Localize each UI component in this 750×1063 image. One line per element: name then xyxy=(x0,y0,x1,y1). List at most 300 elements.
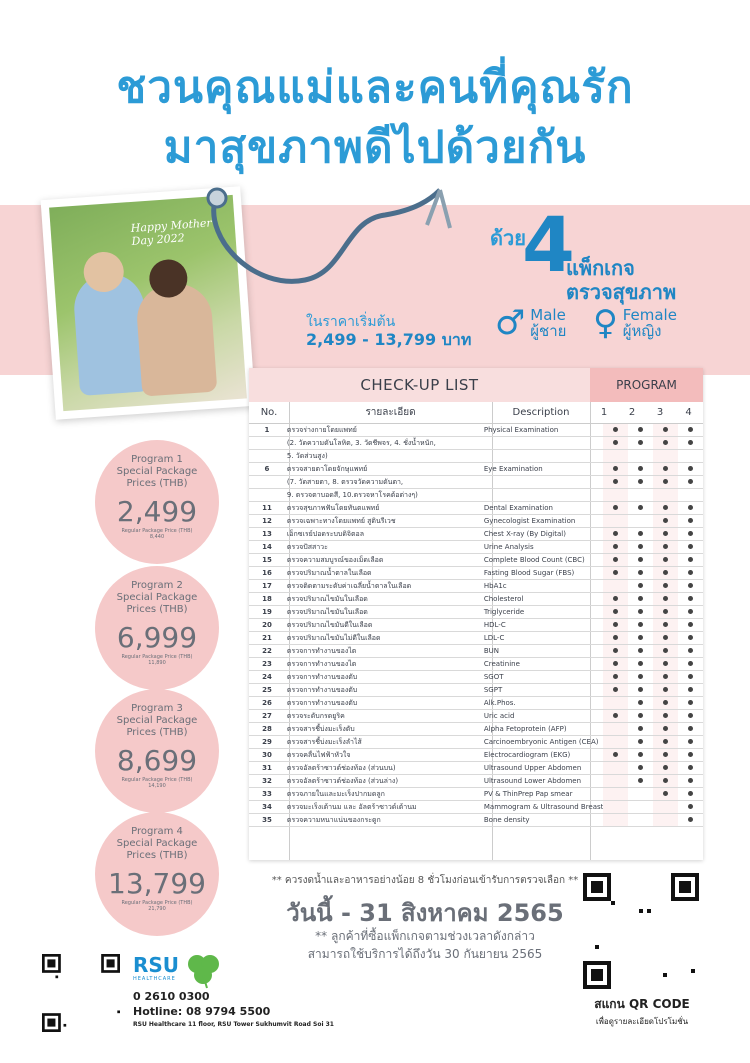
program-prices-label: Prices (THB) xyxy=(126,478,188,489)
program-2-cell xyxy=(628,632,653,645)
program-3-cell xyxy=(653,515,678,528)
program-4-cell xyxy=(678,645,703,658)
row-number: 11 xyxy=(249,502,285,515)
row-desc: Ultrasound Lower Abdomen xyxy=(481,775,604,788)
included-dot-icon xyxy=(638,609,643,614)
included-dot-icon xyxy=(638,427,643,432)
program-2-cell xyxy=(628,554,653,567)
included-dot-icon xyxy=(613,635,618,640)
program-4-cell xyxy=(678,463,703,476)
program-2-cell xyxy=(628,502,653,515)
qr-code-small-icon[interactable] xyxy=(42,954,120,1032)
program-1-cell xyxy=(603,671,628,684)
male-label xyxy=(495,303,567,343)
row-thai: ตรวจสายตาโดยจักษุแพทย์ xyxy=(285,463,481,476)
program-3-cell xyxy=(653,437,678,450)
table-row xyxy=(249,684,703,697)
included-dot-icon xyxy=(688,817,693,822)
row-desc: Uric acid xyxy=(481,710,604,723)
program-4-cell xyxy=(678,554,703,567)
row-thai: 9. ตรวจตาบอดสี, 10.ตรวจหาโรคต้อต่างๆ) xyxy=(285,489,481,502)
program-4-cell xyxy=(678,710,703,723)
row-desc: BUN xyxy=(481,645,604,658)
included-dot-icon xyxy=(663,726,668,731)
row-thai: ตรวจการทำงานของตับ xyxy=(285,697,481,710)
regular-price-label: Regular Package Price (THB) xyxy=(121,654,193,660)
program-2-cell xyxy=(628,606,653,619)
included-dot-icon xyxy=(638,778,643,783)
included-dot-icon xyxy=(638,466,643,471)
program-4-price-circle xyxy=(95,812,219,936)
included-dot-icon xyxy=(638,479,643,484)
included-dot-icon xyxy=(613,661,618,666)
included-dot-icon xyxy=(688,518,693,523)
program-4-cell xyxy=(678,606,703,619)
row-desc: Urine Analysis xyxy=(481,541,604,554)
row-number xyxy=(249,437,285,450)
program-2-cell xyxy=(628,528,653,541)
table-row xyxy=(249,606,703,619)
program-1-cell xyxy=(603,450,628,463)
included-dot-icon xyxy=(638,596,643,601)
program-2-cell xyxy=(628,697,653,710)
program-1-cell xyxy=(603,814,628,827)
row-thai: ตรวจอัลตร้าซาวด์ช่องท้อง (ส่วนบน) xyxy=(285,762,481,775)
row-thai: ตรวจความสมบูรณ์ของเม็ดเลือด xyxy=(285,554,481,567)
program-4-cell xyxy=(678,684,703,697)
program-4-cell xyxy=(678,749,703,762)
regular-price-label: Regular Package Price (THB) xyxy=(121,900,193,906)
included-dot-icon xyxy=(663,479,668,484)
included-dot-icon xyxy=(688,752,693,757)
row-desc: Carcinoembryonic Antigen (CEA) xyxy=(481,736,604,749)
included-dot-icon xyxy=(613,609,618,614)
col-th: รายละเอียด xyxy=(365,407,416,418)
row-desc: SGOT xyxy=(481,671,604,684)
row-thai: ตรวจปริมาณไขมันในเลือด xyxy=(285,593,481,606)
headline-line1: ชวนคุณแม่และคนที่คุณรัก xyxy=(116,62,634,113)
included-dot-icon xyxy=(663,518,668,523)
included-dot-icon xyxy=(638,674,643,679)
packages-count: 4 xyxy=(522,200,575,289)
table-row xyxy=(249,450,703,463)
program-4-cell xyxy=(678,632,703,645)
included-dot-icon xyxy=(638,544,643,549)
program-1-cell xyxy=(603,502,628,515)
table-row xyxy=(249,502,703,515)
row-desc: PV & ThinPrep Pap smear xyxy=(481,788,604,801)
program-special: Special Package xyxy=(116,592,198,603)
row-thai: ตรวจสุขภาพฟันโดยทันตแพทย์ xyxy=(285,502,481,515)
program-1-cell xyxy=(603,788,628,801)
row-number: 24 xyxy=(249,671,285,684)
program-2-cell xyxy=(628,671,653,684)
included-dot-icon xyxy=(663,427,668,432)
program-1-cell xyxy=(603,567,628,580)
row-number: 22 xyxy=(249,645,285,658)
row-thai: ตรวจมะเร็งเต้านม และ อัลตร้าซาวด์เต้านม xyxy=(285,801,481,814)
row-number xyxy=(249,476,285,489)
included-dot-icon xyxy=(688,765,693,770)
row-desc: HbA1c xyxy=(481,580,604,593)
program-1-cell xyxy=(603,580,628,593)
row-number: 21 xyxy=(249,632,285,645)
program-1-cell xyxy=(603,463,628,476)
included-dot-icon xyxy=(638,661,643,666)
row-desc: Mammogram & Ultrasound Breast xyxy=(481,801,604,814)
price-range: 2,499 - 13,799 บาท xyxy=(306,330,472,349)
row-thai: ตรวจปริมาณไขมันดีในเลือด xyxy=(285,619,481,632)
table-row xyxy=(249,489,703,502)
row-number: 33 xyxy=(249,788,285,801)
included-dot-icon xyxy=(688,778,693,783)
program-3-cell xyxy=(653,736,678,749)
included-dot-icon xyxy=(663,674,668,679)
included-dot-icon xyxy=(688,427,693,432)
program-2-cell xyxy=(628,437,653,450)
program-1-cell xyxy=(603,489,628,502)
program-4-cell xyxy=(678,775,703,788)
table-row xyxy=(249,476,703,489)
included-dot-icon xyxy=(613,648,618,653)
program-3-cell xyxy=(653,697,678,710)
row-thai: ตรวจความหนาแน่นของกระดูก xyxy=(285,814,481,827)
row-number: 26 xyxy=(249,697,285,710)
program-2-cell xyxy=(628,749,653,762)
row-desc: Creatinine xyxy=(481,658,604,671)
included-dot-icon xyxy=(638,635,643,640)
regular-price: 8,440 xyxy=(149,534,165,540)
table-row xyxy=(249,541,703,554)
table-row xyxy=(249,736,703,749)
program-4-cell xyxy=(678,697,703,710)
female-en: Female xyxy=(622,306,677,324)
row-desc: Dental Examination xyxy=(481,502,604,515)
row-desc xyxy=(481,437,604,450)
included-dot-icon xyxy=(663,700,668,705)
row-number: 19 xyxy=(249,606,285,619)
price-from-label: ในราคาเริ่มต้น xyxy=(306,314,396,330)
female-label xyxy=(593,303,677,343)
program-3-cell xyxy=(653,710,678,723)
table-row xyxy=(249,697,703,710)
included-dot-icon xyxy=(688,505,693,510)
program-3-cell xyxy=(653,541,678,554)
program-name: Program 3 xyxy=(131,703,183,714)
row-desc: Ultrasound Upper Abdomen xyxy=(481,762,604,775)
included-dot-icon xyxy=(688,544,693,549)
row-number: 14 xyxy=(249,541,285,554)
row-thai: ตรวจระดับกรดยูริค xyxy=(285,710,481,723)
included-dot-icon xyxy=(688,661,693,666)
program-1-cell xyxy=(603,541,628,554)
program-3-cell xyxy=(653,554,678,567)
included-dot-icon xyxy=(638,531,643,536)
program-3-cell xyxy=(653,762,678,775)
table-row xyxy=(249,619,703,632)
program-name: Program 4 xyxy=(131,826,183,837)
program-4-cell xyxy=(678,762,703,775)
table-row xyxy=(249,762,703,775)
table-row xyxy=(249,515,703,528)
rsu-logo-text: RSU xyxy=(133,953,180,977)
row-desc xyxy=(481,450,604,463)
row-number: 29 xyxy=(249,736,285,749)
program-3-cell xyxy=(653,632,678,645)
col-p2: 2 xyxy=(628,407,636,418)
program-3-cell xyxy=(653,775,678,788)
table-row xyxy=(249,463,703,476)
included-dot-icon xyxy=(638,505,643,510)
program-1-cell xyxy=(603,710,628,723)
program-3-cell xyxy=(653,788,678,801)
program-3-cell xyxy=(653,749,678,762)
included-dot-icon xyxy=(663,635,668,640)
included-dot-icon xyxy=(688,713,693,718)
row-thai: ตรวจการทำงานของตับ xyxy=(285,684,481,697)
program-3-cell xyxy=(653,658,678,671)
table-row xyxy=(249,580,703,593)
included-dot-icon xyxy=(663,505,668,510)
included-dot-icon xyxy=(688,687,693,692)
included-dot-icon xyxy=(613,570,618,575)
program-2-cell xyxy=(628,658,653,671)
scan-qr-label: สแกน QR CODE xyxy=(594,997,690,1011)
row-thai: ตรวจสารชี้บ่งมะเร็งลำไส้ xyxy=(285,736,481,749)
included-dot-icon xyxy=(613,427,618,432)
row-thai: เอ็กซเรย์ปอดระบบดิจิตอล xyxy=(285,528,481,541)
included-dot-icon xyxy=(663,557,668,562)
regular-price-label: Regular Package Price (THB) xyxy=(121,777,193,783)
program-3-cell xyxy=(653,606,678,619)
program-2-cell xyxy=(628,580,653,593)
rsu-logo-sub: HEALTHCARE xyxy=(133,976,176,982)
program-1-cell xyxy=(603,528,628,541)
program-4-cell xyxy=(678,528,703,541)
row-thai: ตรวจอัลตร้าซาวด์ช่องท้อง (ส่วนล่าง) xyxy=(285,775,481,788)
program-4-cell xyxy=(678,580,703,593)
female-th: ผู้หญิง xyxy=(622,322,662,340)
program-2-cell xyxy=(628,762,653,775)
program-3-cell xyxy=(653,684,678,697)
program-2-price-circle xyxy=(95,566,219,690)
row-number: 34 xyxy=(249,801,285,814)
program-4-cell xyxy=(678,450,703,463)
program-1-cell xyxy=(603,515,628,528)
program-2-cell xyxy=(628,645,653,658)
program-1-cell xyxy=(603,736,628,749)
row-number: 23 xyxy=(249,658,285,671)
row-number: 31 xyxy=(249,762,285,775)
table-row xyxy=(249,437,703,450)
col-p4: 4 xyxy=(685,407,692,418)
program-3-price-circle xyxy=(95,689,219,813)
program-4-cell xyxy=(678,593,703,606)
regular-price: 14,190 xyxy=(148,783,166,789)
program-4-cell xyxy=(678,619,703,632)
headline-line2: มาสุขภาพดีไปด้วยกัน xyxy=(163,122,587,173)
program-4-cell xyxy=(678,476,703,489)
program-4-cell xyxy=(678,736,703,749)
row-thai: ตรวจสารชี้บ่งมะเร็งตับ xyxy=(285,723,481,736)
male-th: ผู้ชาย xyxy=(530,322,567,340)
included-dot-icon xyxy=(688,479,693,484)
program-price: 2,499 xyxy=(116,495,198,528)
row-thai: ตรวจติดตามระดับค่าเฉลี่ยน้ำตาลในเลือด xyxy=(285,580,481,593)
included-dot-icon xyxy=(613,505,618,510)
program-3-cell xyxy=(653,489,678,502)
program-2-cell xyxy=(628,788,653,801)
program-prices-label: Prices (THB) xyxy=(126,727,188,738)
row-thai: ตรวจปริมาณไขมันในเลือด xyxy=(285,606,481,619)
packages-line2: ตรวจสุขภาพ xyxy=(566,280,677,304)
included-dot-icon xyxy=(688,804,693,809)
table-row xyxy=(249,528,703,541)
female-icon: ♀ xyxy=(593,303,618,343)
program-4-cell xyxy=(678,567,703,580)
included-dot-icon xyxy=(613,531,618,536)
included-dot-icon xyxy=(663,661,668,666)
row-desc: Chest X-ray (By Digital) xyxy=(481,528,604,541)
program-2-cell xyxy=(628,736,653,749)
row-desc: SGPT xyxy=(481,684,604,697)
program-2-cell xyxy=(628,450,653,463)
table-row xyxy=(249,632,703,645)
program-3-cell xyxy=(653,463,678,476)
row-thai: ตรวจการทำงานของไต xyxy=(285,645,481,658)
included-dot-icon xyxy=(663,713,668,718)
included-dot-icon xyxy=(613,622,618,627)
program-2-cell xyxy=(628,723,653,736)
program-1-cell xyxy=(603,437,628,450)
program-3-cell xyxy=(653,801,678,814)
table-row xyxy=(249,723,703,736)
program-prices-label: Prices (THB) xyxy=(126,850,188,861)
row-number: 25 xyxy=(249,684,285,697)
row-desc: Fasting Blood Sugar (FBS) xyxy=(481,567,604,580)
program-1-price-circle xyxy=(95,440,219,564)
program-price: 6,999 xyxy=(116,621,198,654)
row-desc: Gynecologist Examination xyxy=(481,515,604,528)
included-dot-icon xyxy=(663,570,668,575)
row-number: 20 xyxy=(249,619,285,632)
row-number: 27 xyxy=(249,710,285,723)
included-dot-icon xyxy=(613,440,618,445)
included-dot-icon xyxy=(638,622,643,627)
qr-code-icon[interactable] xyxy=(583,873,699,989)
included-dot-icon xyxy=(688,557,693,562)
program-3-cell xyxy=(653,723,678,736)
program-1-cell xyxy=(603,476,628,489)
program-2-cell xyxy=(628,541,653,554)
program-special: Special Package xyxy=(116,715,198,726)
included-dot-icon xyxy=(688,466,693,471)
included-dot-icon xyxy=(688,635,693,640)
row-thai: (7. วัดสายตา, 8. ตรวจวัดความดันตา, xyxy=(285,476,481,489)
program-2-cell xyxy=(628,463,653,476)
row-number: 15 xyxy=(249,554,285,567)
included-dot-icon xyxy=(663,440,668,445)
included-dot-icon xyxy=(663,739,668,744)
program-3-cell xyxy=(653,814,678,827)
row-thai: ตรวจคลื่นไฟฟ้าหัวใจ xyxy=(285,749,481,762)
table-row xyxy=(249,658,703,671)
row-thai: (2. วัดความดันโลหิต, 3. วัดชีพจร, 4. ชั่งน้ำหนัก, xyxy=(285,437,481,450)
col-en: Description xyxy=(512,407,570,418)
table-row xyxy=(249,567,703,580)
table-row xyxy=(249,814,703,827)
row-number: 16 xyxy=(249,567,285,580)
program-3-cell xyxy=(653,580,678,593)
included-dot-icon xyxy=(613,596,618,601)
included-dot-icon xyxy=(688,570,693,575)
row-desc xyxy=(481,489,604,502)
program-4-cell xyxy=(678,437,703,450)
included-dot-icon xyxy=(663,778,668,783)
included-dot-icon xyxy=(613,479,618,484)
phone: 0 2610 0300 xyxy=(133,990,210,1003)
row-thai: 5. วัดส่วนสูง) xyxy=(285,450,481,463)
program-3-cell xyxy=(653,424,678,437)
row-thai: ตรวจการทำงานของไต xyxy=(285,658,481,671)
male-en: Male xyxy=(530,306,566,324)
included-dot-icon xyxy=(638,713,643,718)
program-4-cell xyxy=(678,489,703,502)
program-2-cell xyxy=(628,710,653,723)
included-dot-icon xyxy=(663,531,668,536)
row-desc: Eye Examination xyxy=(481,463,604,476)
program-3-cell xyxy=(653,528,678,541)
included-dot-icon xyxy=(663,752,668,757)
row-desc: Bone density xyxy=(481,814,604,827)
col-p3: 3 xyxy=(656,407,664,418)
table-row xyxy=(249,775,703,788)
program-price: 13,799 xyxy=(108,867,206,900)
included-dot-icon xyxy=(663,648,668,653)
included-dot-icon xyxy=(613,674,618,679)
program-4-cell xyxy=(678,424,703,437)
row-desc: Electrocardiogram (EKG) xyxy=(481,749,604,762)
program-4-cell xyxy=(678,723,703,736)
row-number: 12 xyxy=(249,515,285,528)
program-1-cell xyxy=(603,801,628,814)
included-dot-icon xyxy=(613,466,618,471)
included-dot-icon xyxy=(663,609,668,614)
table-row xyxy=(249,710,703,723)
table-row xyxy=(249,671,703,684)
program-1-cell xyxy=(603,619,628,632)
table-row xyxy=(249,749,703,762)
row-desc: Physical Examination xyxy=(481,424,604,437)
included-dot-icon xyxy=(663,791,668,796)
program-4-cell xyxy=(678,801,703,814)
included-dot-icon xyxy=(688,440,693,445)
regular-price-label: Regular Package Price (THB) xyxy=(121,528,193,534)
column-headers xyxy=(249,402,703,424)
promo-date: วันนี้ - 31 สิงหาคม 2565 xyxy=(286,899,564,927)
program-1-cell xyxy=(603,684,628,697)
program-2-cell xyxy=(628,567,653,580)
program-2-cell xyxy=(628,593,653,606)
table-row xyxy=(249,788,703,801)
included-dot-icon xyxy=(613,713,618,718)
regular-price: 21,790 xyxy=(148,906,166,912)
row-number: 6 xyxy=(249,463,285,476)
program-2-cell xyxy=(628,515,653,528)
included-dot-icon xyxy=(638,765,643,770)
row-thai: ตรวจปริมาณน้ำตาลในเลือด xyxy=(285,567,481,580)
program-1-cell xyxy=(603,658,628,671)
